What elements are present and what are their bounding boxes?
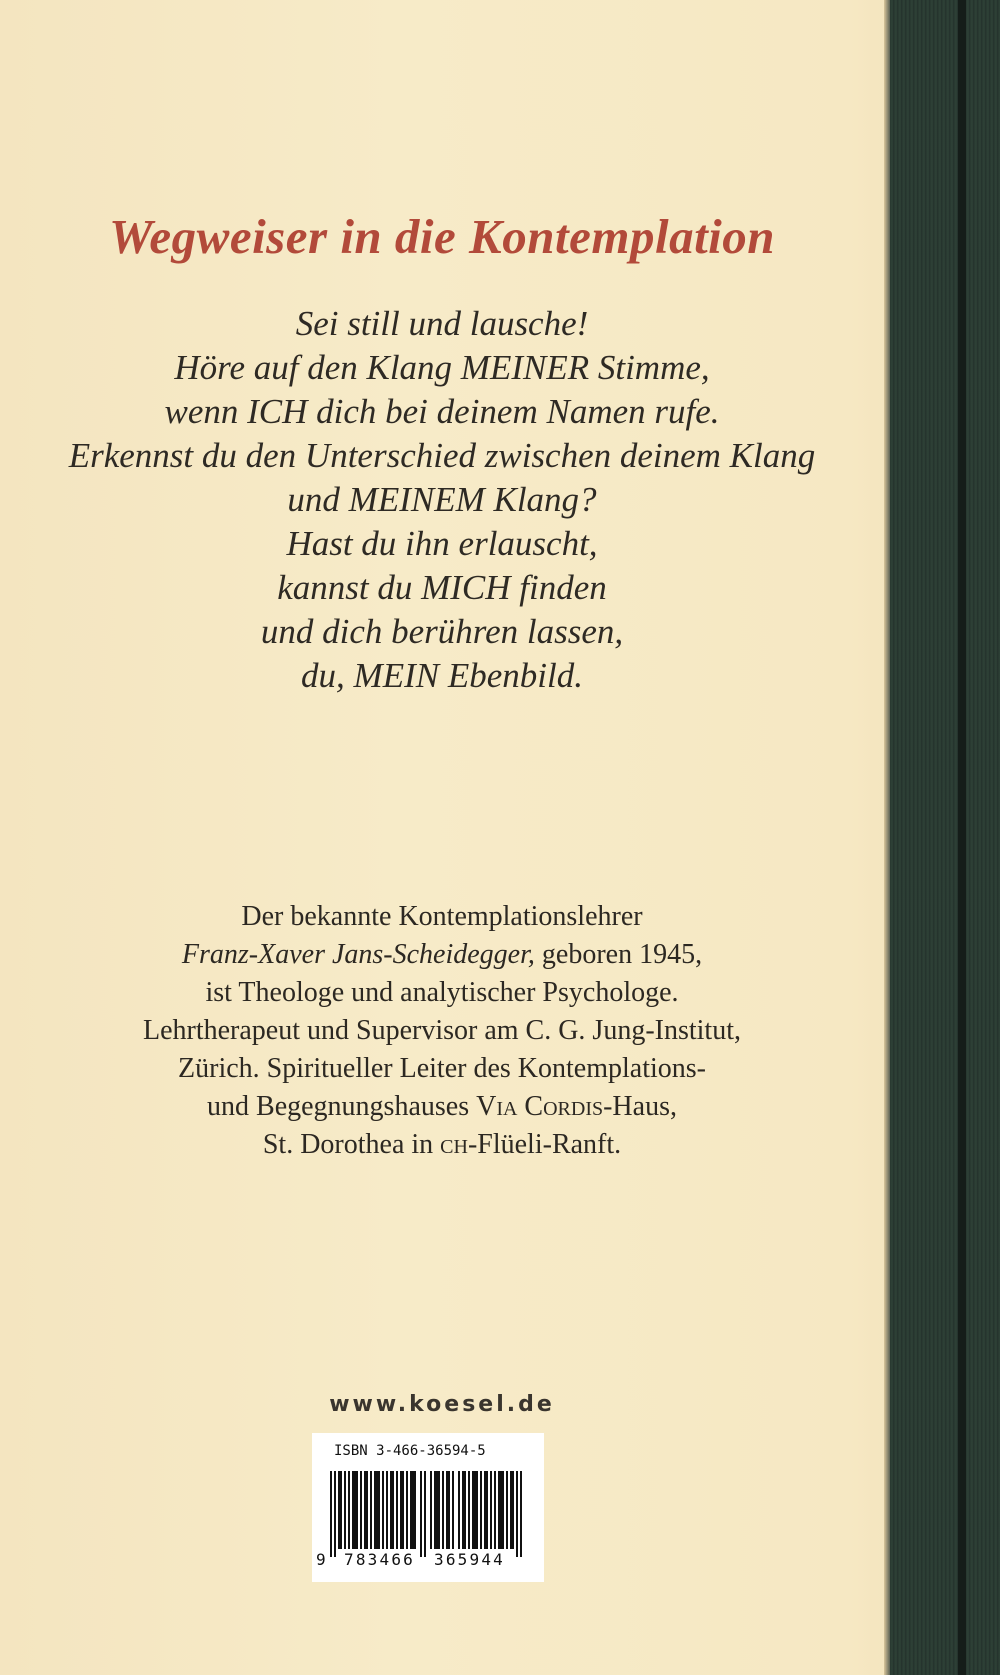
bio-line: Zürich. Spiritueller Leiter des Kontemplations- (178, 1053, 706, 1084)
book-spine (890, 0, 1000, 1675)
bio-birth: geboren 1945, (534, 939, 703, 970)
poem-line: Hast du ihn erlauscht, (286, 524, 598, 563)
bio-line (0, 1088, 884, 1126)
bio-line: Lehrtherapeut und Supervisor am C. G. Jung-Institut, (142, 1015, 741, 1046)
spine-groove (958, 0, 966, 1675)
ean-left-group: 783466 (344, 1550, 415, 1569)
bio-line (0, 1126, 884, 1164)
isbn-number: ISBN 3-466-36594-5 (334, 1443, 486, 1459)
poem-line: Sei still und lausche! (295, 304, 589, 343)
house-name: Via Cordis (476, 1091, 604, 1122)
bio-text: und Begegnungshauses (207, 1091, 477, 1122)
poem-line: kannst du MICH finden (277, 568, 607, 607)
cover-heading: Wegweiser in die Kontemplation (108, 209, 776, 264)
barcode-label (312, 1433, 544, 1582)
bio-line (0, 936, 884, 974)
author-bio (0, 898, 884, 1164)
barcode-icon (330, 1471, 526, 1557)
bio-text: -Haus, (603, 1091, 677, 1122)
ean-first-digit: 9 (316, 1550, 326, 1569)
poem-line: du, MEIN Ebenbild. (301, 656, 583, 695)
author-name: Franz-Xaver Jans-Scheidegger, (181, 939, 535, 970)
bio-line: Der bekannte Kontemplationslehrer (241, 901, 643, 932)
ean-right-group: 365944 (434, 1550, 505, 1569)
poem-line: wenn ICH dich bei deinem Namen rufe. (164, 392, 720, 431)
publisher-website[interactable]: www.koesel.de (329, 1392, 555, 1417)
country-code: ch (440, 1129, 468, 1160)
bio-text: St. Dorothea in (262, 1129, 441, 1160)
poem-block (0, 302, 884, 698)
poem-line: Höre auf den Klang MEINER Stimme, (174, 348, 710, 387)
poem-line: und dich berühren lassen, (260, 612, 624, 651)
bio-text: -Flüeli-Ranft. (467, 1129, 622, 1160)
poem-line: Erkennst du den Unterschied zwischen deinem Klang (68, 436, 816, 475)
bio-line: ist Theologe und analytischer Psychologe. (205, 977, 679, 1008)
poem-line: und MEINEM Klang? (287, 480, 597, 519)
